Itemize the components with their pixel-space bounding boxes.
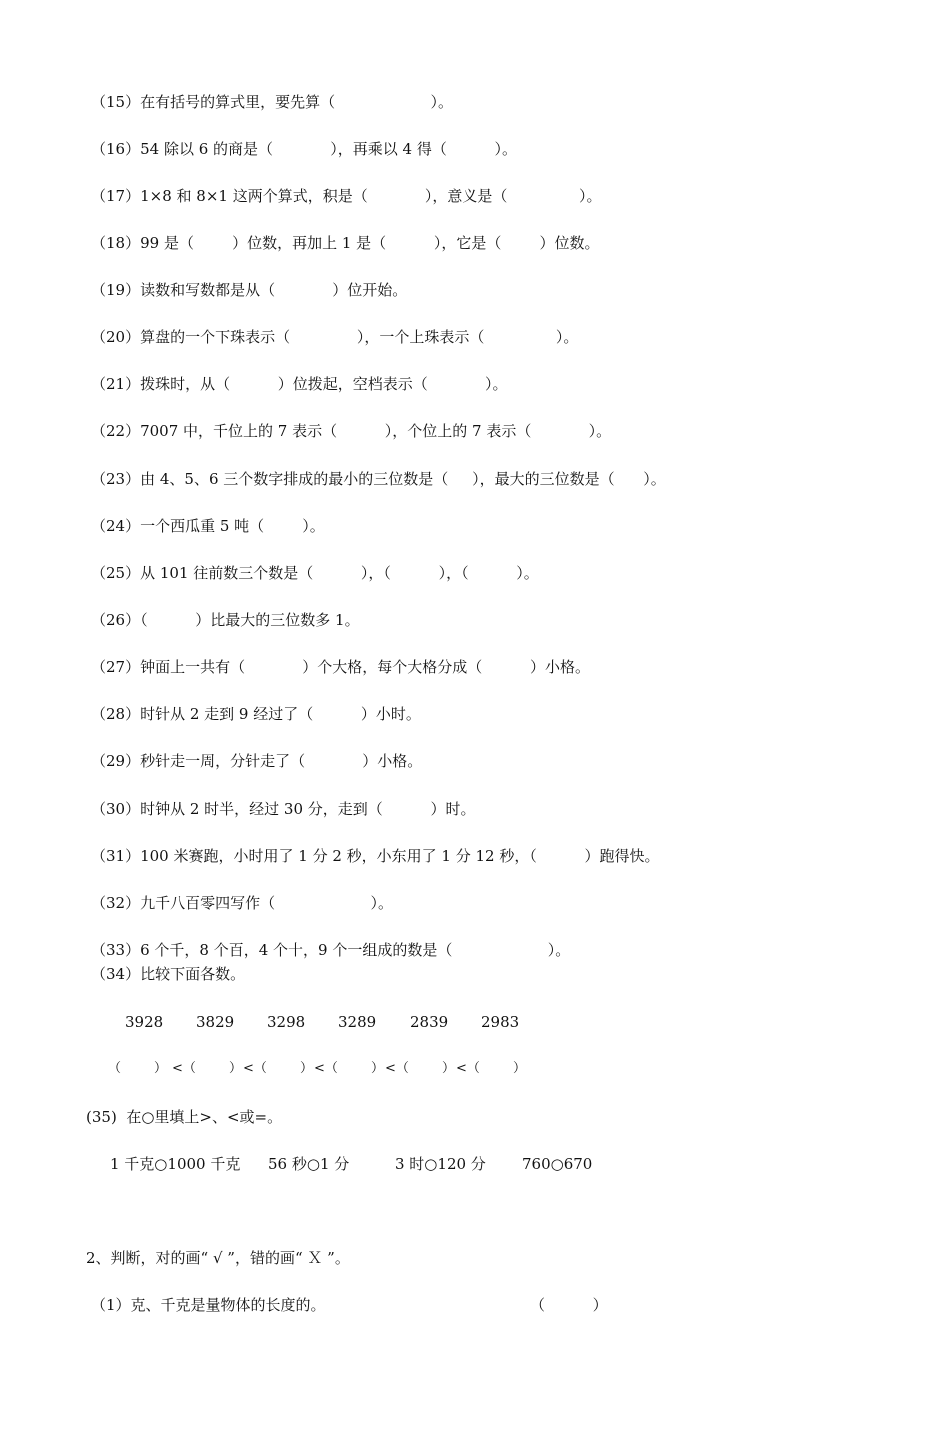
compare-blanks-row — [0, 1060, 950, 1078]
question-23: （23）由 4、5、6 三个数字排成的最小的三位数是（ ），最大的三位数是（ ）。 — [91, 470, 666, 488]
question-20: （20）算盘的一个下珠表示（ ），一个上珠表示（ ）。 — [91, 328, 579, 346]
compare-number: 3928 — [125, 1013, 164, 1031]
compare-blank: <（ ） — [314, 1061, 384, 1076]
q35-item: 760○670 — [522, 1155, 593, 1173]
q35-item: 3 时○120 分 — [395, 1155, 486, 1173]
question-24: （24）一个西瓜重 5 吨（ ）。 — [91, 517, 325, 535]
question-22: （22）7007 中，千位上的 7 表示（ ），个位上的 7 表示（ ）。 — [91, 422, 612, 440]
question-35: (35) 在○里填上>、<或=。 — [86, 1108, 283, 1126]
question-26: （26）（ ）比最大的三位数多 1。 — [91, 611, 360, 629]
question-32: （32）九千八百零四写作（ ）。 — [91, 894, 393, 912]
compare-blank: <（ ） — [385, 1061, 455, 1076]
question-18: （18）99 是（ ）位数，再加上 1 是（ ），它是（ ）位数。 — [91, 234, 600, 252]
compare-blank: <（ ） — [243, 1061, 313, 1076]
question-25: （25）从 101 往前数三个数是（ ），（ ），（ ）。 — [91, 564, 539, 582]
question-34: （34）比较下面各数。 — [91, 965, 246, 983]
question-17: （17）1×8 和 8×1 这两个算式，积是（ ），意义是（ ）。 — [91, 187, 602, 205]
q35-items-row — [0, 1155, 950, 1173]
compare-blank: <（ ） — [172, 1061, 242, 1076]
question-16: （16）54 除以 6 的商是（ ），再乘以 4 得（ ）。 — [91, 140, 518, 158]
compare-number: 2839 — [410, 1013, 449, 1031]
q35-item: 1 千克○1000 千克 — [110, 1155, 241, 1173]
compare-number: 3829 — [196, 1013, 235, 1031]
question-28: （28）时针从 2 走到 9 经过了（ ）小时。 — [91, 705, 421, 723]
question-27: （27）钟面上一共有（ ）个大格，每个大格分成（ ）小格。 — [91, 658, 590, 676]
question-33: （33）6 个千，8 个百，4 个十，9 个一组成的数是（ ）。 — [91, 941, 571, 959]
compare-number: 2983 — [481, 1013, 520, 1031]
question-15: （15）在有括号的算式里，要先算（ ）。 — [91, 93, 453, 111]
section-2-title: 2、判断，对的画“ √ ”，错的画“ Ｘ ”。 — [86, 1249, 350, 1267]
question-21: （21）拨珠时，从（ ）位拨起，空档表示（ ）。 — [91, 375, 508, 393]
compare-blank: （ ） — [108, 1061, 168, 1076]
question-19: （19）读数和写数都是从（ ）位开始。 — [91, 281, 408, 299]
question-30: （30）时钟从 2 时半，经过 30 分，走到（ ）时。 — [91, 800, 476, 818]
compare-blank: <（ ） — [456, 1061, 526, 1076]
compare-number: 3289 — [338, 1013, 377, 1031]
question-29: （29）秒针走一周，分针走了（ ）小格。 — [91, 752, 423, 770]
compare-numbers-row — [0, 1013, 950, 1031]
compare-number: 3298 — [267, 1013, 306, 1031]
q35-item: 56 秒○1 分 — [268, 1155, 350, 1173]
judge-item-1: （1）克、千克是量物体的长度的。 — [91, 1296, 326, 1314]
judge-item-1-blank: （ ） — [530, 1296, 608, 1314]
question-31: （31）100 米赛跑，小时用了 1 分 2 秒，小东用了 1 分 12 秒，（ ）跑得快。 — [91, 847, 660, 865]
